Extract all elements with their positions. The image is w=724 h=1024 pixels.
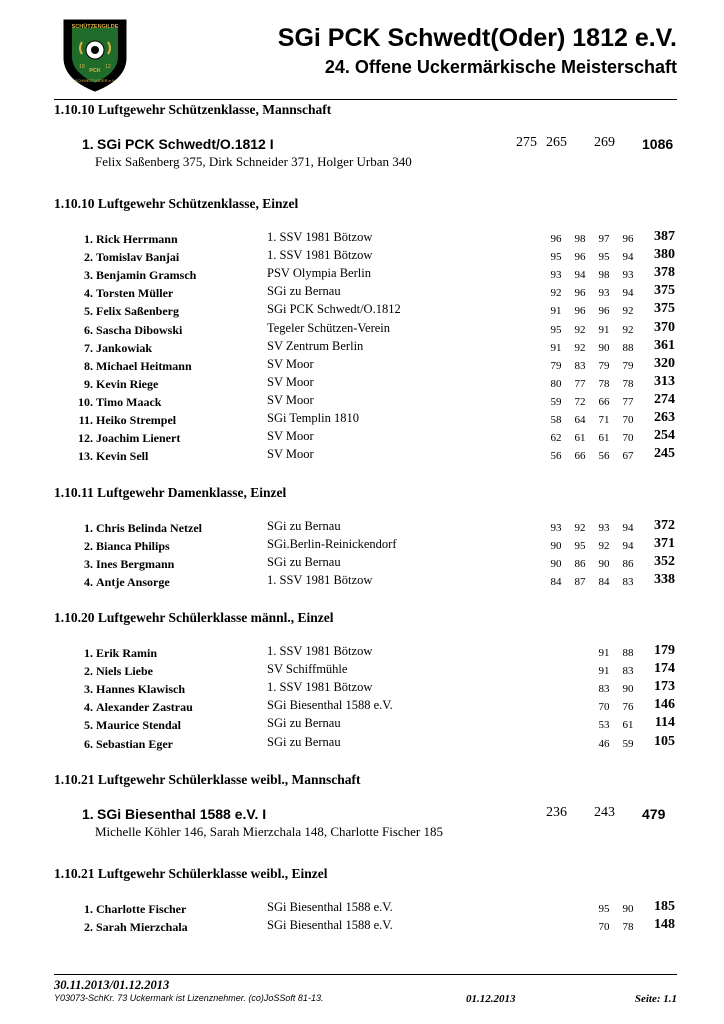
row-rank: 1.: [84, 902, 93, 916]
club-name: SGi zu Bernau: [267, 555, 341, 570]
series-score: 53: [598, 719, 610, 732]
row-rank: 2.: [84, 539, 93, 554]
athlete-name: Timo Maack: [96, 394, 162, 409]
series-score: 95: [598, 251, 610, 264]
series-score: 79: [598, 359, 610, 372]
athlete-name: Kevin Sell: [96, 449, 149, 464]
section-title: 1.10.20 Luftgewehr Schülerklasse männl., Einzel: [54, 610, 334, 625]
total-score: 179: [654, 643, 675, 658]
total-score: 274: [654, 391, 675, 407]
total-score: 174: [654, 661, 675, 677]
club-name: SGi zu Bernau: [267, 734, 341, 749]
total-score: 378: [654, 265, 675, 281]
total-score: 320: [654, 355, 675, 371]
row-rank: 8.: [84, 358, 93, 373]
athlete-name: Antje Ansorge: [96, 575, 170, 590]
athlete-name: Felix Saßenberg: [96, 304, 179, 319]
total-score: 372: [654, 518, 675, 533]
athlete-name: Heiko Strempel: [96, 413, 177, 427]
series-score: 87: [574, 576, 586, 589]
club-name: SV Moor: [267, 429, 314, 444]
club-name: 1. SSV 1981 Bötzow: [267, 230, 373, 244]
series-score: 92: [574, 323, 586, 336]
section-title: 1.10.10 Luftgewehr Schützenklasse, Mannschaft: [54, 102, 332, 117]
club-name: 1. SSV 1981 Bötzow: [267, 644, 373, 658]
series-score: 96: [574, 287, 586, 300]
series-score: 67: [622, 450, 634, 463]
row-rank: 2.: [84, 664, 93, 679]
series-score: 90: [622, 683, 634, 696]
series-score: 94: [622, 522, 634, 534]
series-score: 71: [598, 414, 610, 426]
club-name: SGi Biesenthal 1588 e.V.: [267, 698, 393, 713]
row-rank: 5.: [84, 718, 93, 733]
club-name: SGi zu Bernau: [267, 284, 341, 299]
footer-date-range: 30.11.2013/01.12.2013: [54, 978, 170, 992]
series-score: 95: [574, 540, 586, 553]
club-name: SV Schiffmühle: [267, 662, 348, 677]
series-score: 84: [550, 576, 562, 589]
total-score: 313: [654, 373, 675, 389]
row-rank: 9.: [84, 376, 93, 391]
total-score: 352: [654, 554, 675, 570]
logo-year-left: 18: [79, 64, 85, 70]
row-rank: 12.: [78, 431, 93, 446]
series-score: 79: [550, 359, 562, 372]
row-rank: 3.: [84, 557, 93, 572]
athlete-name: Sebastian Eger: [96, 736, 174, 751]
series-score: 66: [598, 395, 610, 408]
athlete-name: Jankowiak: [96, 340, 153, 355]
series-score: 92: [622, 305, 634, 318]
athlete-name: Torsten Müller: [96, 286, 174, 301]
series-score: 61: [574, 432, 586, 445]
club-name: 1. SSV 1981 Bötzow: [267, 573, 373, 588]
series-score: 84: [598, 576, 610, 589]
total-score: 245: [654, 446, 675, 462]
athlete-name: Bianca Philips: [96, 539, 170, 554]
series-score: 76: [622, 701, 634, 714]
row-rank: 6.: [84, 322, 93, 337]
total-score: 263: [654, 410, 675, 425]
series-score: 77: [622, 395, 634, 408]
row-rank: 3.: [84, 682, 93, 697]
series-score: 90: [598, 558, 610, 571]
series-score: 83: [622, 665, 634, 678]
series-score: 94: [622, 287, 634, 300]
series-score: 70: [598, 921, 610, 934]
series-score: 91: [598, 323, 610, 336]
row-rank: 4.: [84, 286, 93, 301]
total-score: 387: [654, 229, 675, 244]
athlete-name: Tomislav Banjai: [96, 250, 180, 265]
athlete-name: Hannes Klawisch: [96, 682, 186, 697]
team-rank: 1.: [82, 806, 94, 822]
athlete-name: Kevin Riege: [96, 376, 159, 391]
series-score: 59: [622, 737, 634, 750]
team-score: 269: [594, 135, 615, 150]
club-name: SV Moor: [267, 356, 314, 371]
series-score: 88: [622, 647, 634, 659]
series-score: 78: [598, 377, 610, 390]
series-score: 61: [622, 719, 634, 732]
total-score: 371: [654, 536, 675, 552]
total-score: 370: [654, 319, 675, 335]
athlete-name: Chris Belinda Netzel: [96, 521, 202, 535]
series-score: 64: [574, 414, 586, 426]
team-score: 265: [546, 135, 567, 150]
club-name: SGi PCK Schwedt/O.1812: [267, 302, 401, 317]
total-score: 185: [654, 899, 675, 914]
series-score: 95: [550, 323, 562, 336]
athlete-name: Sarah Mierzchala: [96, 920, 188, 935]
team-members: Michelle Köhler 146, Sarah Mierzchala 148, Charlotte Fischer 185: [95, 824, 444, 839]
series-score: 93: [622, 269, 634, 282]
series-score: 72: [574, 395, 586, 408]
row-rank: 2.: [84, 920, 93, 935]
series-score: 83: [622, 576, 634, 589]
row-rank: 13.: [78, 449, 93, 464]
athlete-name: Ines Bergmann: [96, 557, 175, 572]
section-title: 1.10.11 Luftgewehr Damenklasse, Einzel: [54, 485, 287, 500]
row-rank: 10.: [78, 394, 93, 409]
club-name: 1. SSV 1981 Bötzow: [267, 248, 373, 263]
club-name: SGi Biesenthal 1588 e.V.: [267, 900, 393, 914]
series-score: 96: [550, 233, 562, 245]
series-score: 90: [550, 558, 562, 571]
series-score: 56: [598, 450, 610, 463]
series-score: 90: [550, 540, 562, 553]
series-score: 46: [598, 737, 610, 750]
row-rank: 7.: [84, 340, 93, 355]
footer-print-date: 01.12.2013: [466, 993, 516, 1005]
series-score: 91: [598, 665, 610, 678]
series-score: 79: [622, 359, 634, 372]
series-score: 93: [550, 269, 562, 282]
series-score: 91: [550, 341, 562, 354]
club-name: SGi Templin 1810: [267, 411, 359, 425]
row-rank: 1.: [84, 646, 93, 660]
row-rank: 1.: [84, 232, 93, 246]
series-score: 94: [622, 251, 634, 264]
page-title: SGi PCK Schwedt(Oder) 1812 e.V.: [277, 24, 677, 52]
club-name: 1. SSV 1981 Bötzow: [267, 680, 373, 695]
club-name: SGi Biesenthal 1588 e.V.: [267, 918, 393, 933]
footer-divider: [54, 974, 677, 975]
team-members: Felix Saßenberg 375, Dirk Schneider 371, Holger Urban 340: [95, 154, 412, 169]
series-score: 77: [574, 377, 586, 390]
series-score: 90: [598, 341, 610, 354]
page-subtitle: 24. Offene Uckermärkische Meisterschaft: [324, 57, 677, 77]
club-name: SV Moor: [267, 374, 314, 389]
club-name: SV Moor: [267, 392, 314, 407]
section-title: 1.10.21 Luftgewehr Schülerklasse weibl., Mannschaft: [54, 772, 361, 787]
athlete-name: Charlotte Fischer: [96, 902, 187, 916]
series-score: 92: [550, 287, 562, 300]
club-name: Tegeler Schützen-Verein: [267, 320, 391, 335]
series-score: 86: [574, 558, 586, 571]
series-score: 94: [574, 269, 586, 282]
series-score: 83: [574, 359, 586, 372]
club-name: SGi zu Bernau: [267, 519, 341, 533]
athlete-name: Joachim Lienert: [96, 431, 181, 446]
total-score: 254: [654, 428, 675, 444]
total-score: 380: [654, 247, 675, 263]
series-score: 62: [550, 432, 562, 445]
series-score: 88: [622, 341, 634, 354]
series-score: 96: [574, 305, 586, 318]
team-name: SGi PCK Schwedt/O.1812 I: [97, 136, 274, 152]
header-divider: [54, 99, 677, 100]
athlete-name: Erik Ramin: [96, 646, 158, 660]
total-score: 114: [654, 715, 675, 731]
club-name: SV Zentrum Berlin: [267, 338, 364, 353]
team-rank: 1.: [82, 136, 94, 152]
series-score: 58: [550, 414, 562, 426]
series-score: 66: [574, 450, 586, 463]
row-rank: 1.: [84, 521, 93, 535]
total-score: 146: [654, 697, 675, 713]
row-rank: 5.: [84, 304, 93, 319]
athlete-name: Alexander Zastrau: [96, 700, 193, 715]
series-score: 91: [598, 647, 610, 659]
series-score: 78: [622, 921, 634, 934]
series-score: 70: [598, 701, 610, 714]
row-rank: 2.: [84, 250, 93, 265]
athlete-name: Niels Liebe: [96, 664, 153, 679]
logo-top-text: SCHÜTZENGILDE: [71, 24, 119, 30]
team-total: 479: [642, 806, 666, 822]
series-score: 90: [622, 903, 634, 915]
series-score: 96: [574, 251, 586, 264]
series-score: 93: [598, 522, 610, 534]
athlete-name: Benjamin Gramsch: [96, 268, 197, 283]
series-score: 95: [550, 251, 562, 264]
row-rank: 6.: [84, 736, 93, 751]
series-score: 80: [550, 377, 562, 390]
club-name: SGi zu Bernau: [267, 716, 341, 731]
athlete-name: Rick Herrmann: [96, 232, 178, 246]
series-score: 78: [622, 377, 634, 390]
logo-bottom-text: SCHWEDT/ODER e.V.: [74, 78, 116, 83]
total-score: 375: [654, 301, 675, 317]
row-rank: 11.: [78, 413, 93, 427]
total-score: 375: [654, 283, 675, 299]
row-rank: 3.: [84, 268, 93, 283]
series-score: 93: [598, 287, 610, 300]
series-score: 97: [598, 233, 610, 245]
series-score: 56: [550, 450, 562, 463]
series-score: 70: [622, 414, 634, 426]
series-score: 86: [622, 558, 634, 571]
club-logo: [62, 18, 128, 92]
series-score: 83: [598, 683, 610, 696]
series-score: 96: [598, 305, 610, 318]
club-name: PSV Olympia Berlin: [267, 266, 371, 281]
club-name: SGi.Berlin-Reinickendorf: [267, 537, 397, 552]
section-title: 1.10.21 Luftgewehr Schülerklasse weibl., Einzel: [54, 866, 328, 881]
series-score: 70: [622, 432, 634, 445]
athlete-name: Michael Heitmann: [96, 358, 192, 373]
total-score: 361: [654, 337, 675, 353]
series-score: 92: [622, 323, 634, 336]
team-score: 275: [516, 135, 537, 150]
club-name: SV Moor: [267, 447, 314, 462]
series-score: 59: [550, 395, 562, 408]
total-score: 338: [654, 572, 675, 588]
series-score: 92: [574, 341, 586, 354]
logo-year-right: 12: [105, 64, 111, 70]
section-title: 1.10.10 Luftgewehr Schützenklasse, Einzel: [54, 196, 299, 211]
series-score: 98: [598, 269, 610, 282]
team-total: 1086: [642, 136, 674, 152]
team-score: 236: [546, 805, 567, 820]
series-score: 91: [550, 305, 562, 318]
series-score: 92: [598, 540, 610, 553]
team-name: SGi Biesenthal 1588 e.V. I: [97, 806, 267, 822]
footer-page-number: Seite: 1.1: [634, 993, 677, 1005]
team-score: 243: [594, 805, 615, 820]
footer-license: Y03073-SchKr. 73 Uckermark ist Lizenznehmer. (co)JoSSoft 81-13.: [54, 993, 324, 1003]
series-score: 96: [622, 233, 634, 245]
series-score: 95: [598, 903, 610, 915]
series-score: 93: [550, 522, 562, 534]
logo-inner-text: PCK: [89, 68, 101, 74]
total-score: 105: [654, 733, 675, 749]
series-score: 94: [622, 540, 634, 553]
row-rank: 4.: [84, 700, 93, 715]
row-rank: 4.: [84, 575, 93, 590]
athlete-name: Sascha Dibowski: [96, 322, 183, 337]
series-score: 98: [574, 233, 586, 245]
total-score: 173: [654, 679, 675, 695]
series-score: 61: [598, 432, 610, 445]
total-score: 148: [654, 917, 675, 933]
athlete-name: Maurice Stendal: [96, 718, 181, 733]
series-score: 92: [574, 522, 586, 534]
